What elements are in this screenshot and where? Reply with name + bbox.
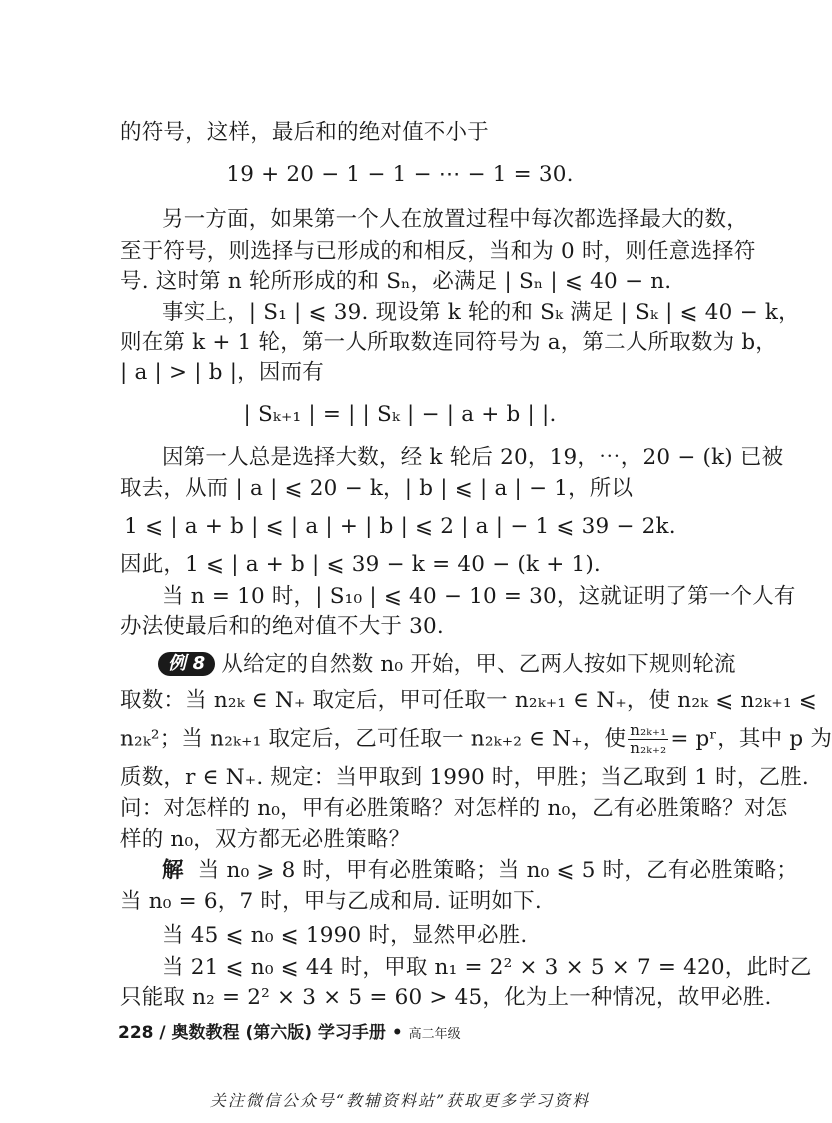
fraction-denominator: n₂ₖ₊₂ <box>630 739 667 757</box>
example-badge: 例 8 <box>158 652 215 676</box>
example-line-5: 问：对怎样的 n₀，甲有必胜策略？对怎样的 n₀，乙有必胜策略？对怎 <box>120 796 788 821</box>
page-footer <box>118 1018 461 1043</box>
text-line-3: 另一方面，如果第一个人在放置过程中每次都选择最大的数， <box>162 207 748 232</box>
text-line-10: 因第一人总是选择大数，经 k 轮后 20，19，⋯，20 − (k) 已被 <box>162 445 784 470</box>
fraction-numerator: n₂ₖ₊₁ <box>630 721 667 739</box>
example-text-1: 从给定的自然数 n₀ 开始，甲、乙两人按如下规则轮流 <box>221 652 736 677</box>
example-line-1 <box>158 650 736 680</box>
text-line-1: 的符号，这样，最后和的绝对值不小于 <box>120 120 489 145</box>
footer-text: 228 / 奥数教程 (第六版) 学习手册 • <box>118 1023 403 1043</box>
solution-line-2: 当 n₀ = 6，7 时，甲与乙成和局. 证明如下. <box>120 889 542 914</box>
example-line-2: 取数：当 n₂ₖ ∈ N₊ 取定后，甲可任取一 n₂ₖ₊₁ ∈ N₊，使 n₂ₖ ⩽ n₂ₖ₊₁ ⩽ <box>120 688 818 713</box>
solution-line-4: 当 21 ⩽ n₀ ⩽ 44 时，甲取 n₁ = 2² × 3 × 5 × 7 = 420，此时乙 <box>162 955 812 980</box>
example-line-4: 质数，r ∈ N₊. 规定：当甲取到 1990 时，甲胜；当乙取到 1 时，乙胜. <box>120 765 809 790</box>
text-line-7: 则在第 k + 1 轮，第一人所取数连同符号为 a，第二人所取数为 b， <box>120 330 778 355</box>
watermark-text: 关注微信公众号“教辅资料站”获取更多学习资料 <box>209 1091 591 1110</box>
text-line-15: 办法使最后和的绝对值不大于 30. <box>120 614 444 639</box>
solution-head: 解 <box>162 858 184 883</box>
solution-line-1 <box>162 856 798 886</box>
equation-inequality: 1 ⩽ | a + b | ⩽ | a | + | b | ⩽ 2 | a | − 1 ⩽ 39 − 2k. <box>124 514 676 539</box>
footer-grade: 高二年级 <box>408 1027 461 1042</box>
example-line-6: 样的 n₀，双方都无必胜策略？ <box>120 827 411 852</box>
solution-line-3: 当 45 ⩽ n₀ ⩽ 1990 时，显然甲必胜. <box>162 923 528 948</box>
example-text-3b: = pʳ，其中 p 为 <box>670 726 832 752</box>
text-line-6: 事实上，| S₁ | ⩽ 39. 现设第 k 轮的和 Sₖ 满足 | Sₖ | ⩽ 40 − k， <box>162 300 800 325</box>
example-line-3 <box>120 721 832 757</box>
text-line-8: | a | > | b |，因而有 <box>120 360 324 385</box>
text-line-4: 至于符号，则选择与已形成的和相反，当和为 0 时，则任意选择符 <box>120 239 756 264</box>
text-line-14: 当 n = 10 时，| S₁₀ | ⩽ 40 − 10 = 30，这就证明了第一个人有 <box>162 584 796 609</box>
solution-text-1: 当 n₀ ⩾ 8 时，甲有必胜策略；当 n₀ ⩽ 5 时，乙有必胜策略； <box>197 858 798 883</box>
text-line-13: 因此，1 ⩽ | a + b | ⩽ 39 − k = 40 − (k + 1). <box>120 552 601 577</box>
solution-line-5: 只能取 n₂ = 2² × 3 × 5 = 60 > 45，化为上一种情况，故甲必胜. <box>120 985 772 1010</box>
text-line-11: 取去，从而 | a | ⩽ 20 − k，| b | ⩽ | a | − 1，所以 <box>120 476 634 501</box>
equation-sk1: | Sₖ₊₁ | = | | Sₖ | − | a + b | |. <box>243 402 557 427</box>
text-line-5: 号. 这时第 n 轮所形成的和 Sₙ，必满足 | Sₙ | ⩽ 40 − n. <box>120 269 672 294</box>
ratio-fraction <box>628 722 668 757</box>
equation-sum: 19 + 20 − 1 − 1 − ⋯ − 1 = 30. <box>226 162 574 187</box>
example-text-3a: n₂ₖ²；当 n₂ₖ₊₁ 取定后，乙可任取一 n₂ₖ₊₂ ∈ N₊，使 <box>120 726 627 752</box>
